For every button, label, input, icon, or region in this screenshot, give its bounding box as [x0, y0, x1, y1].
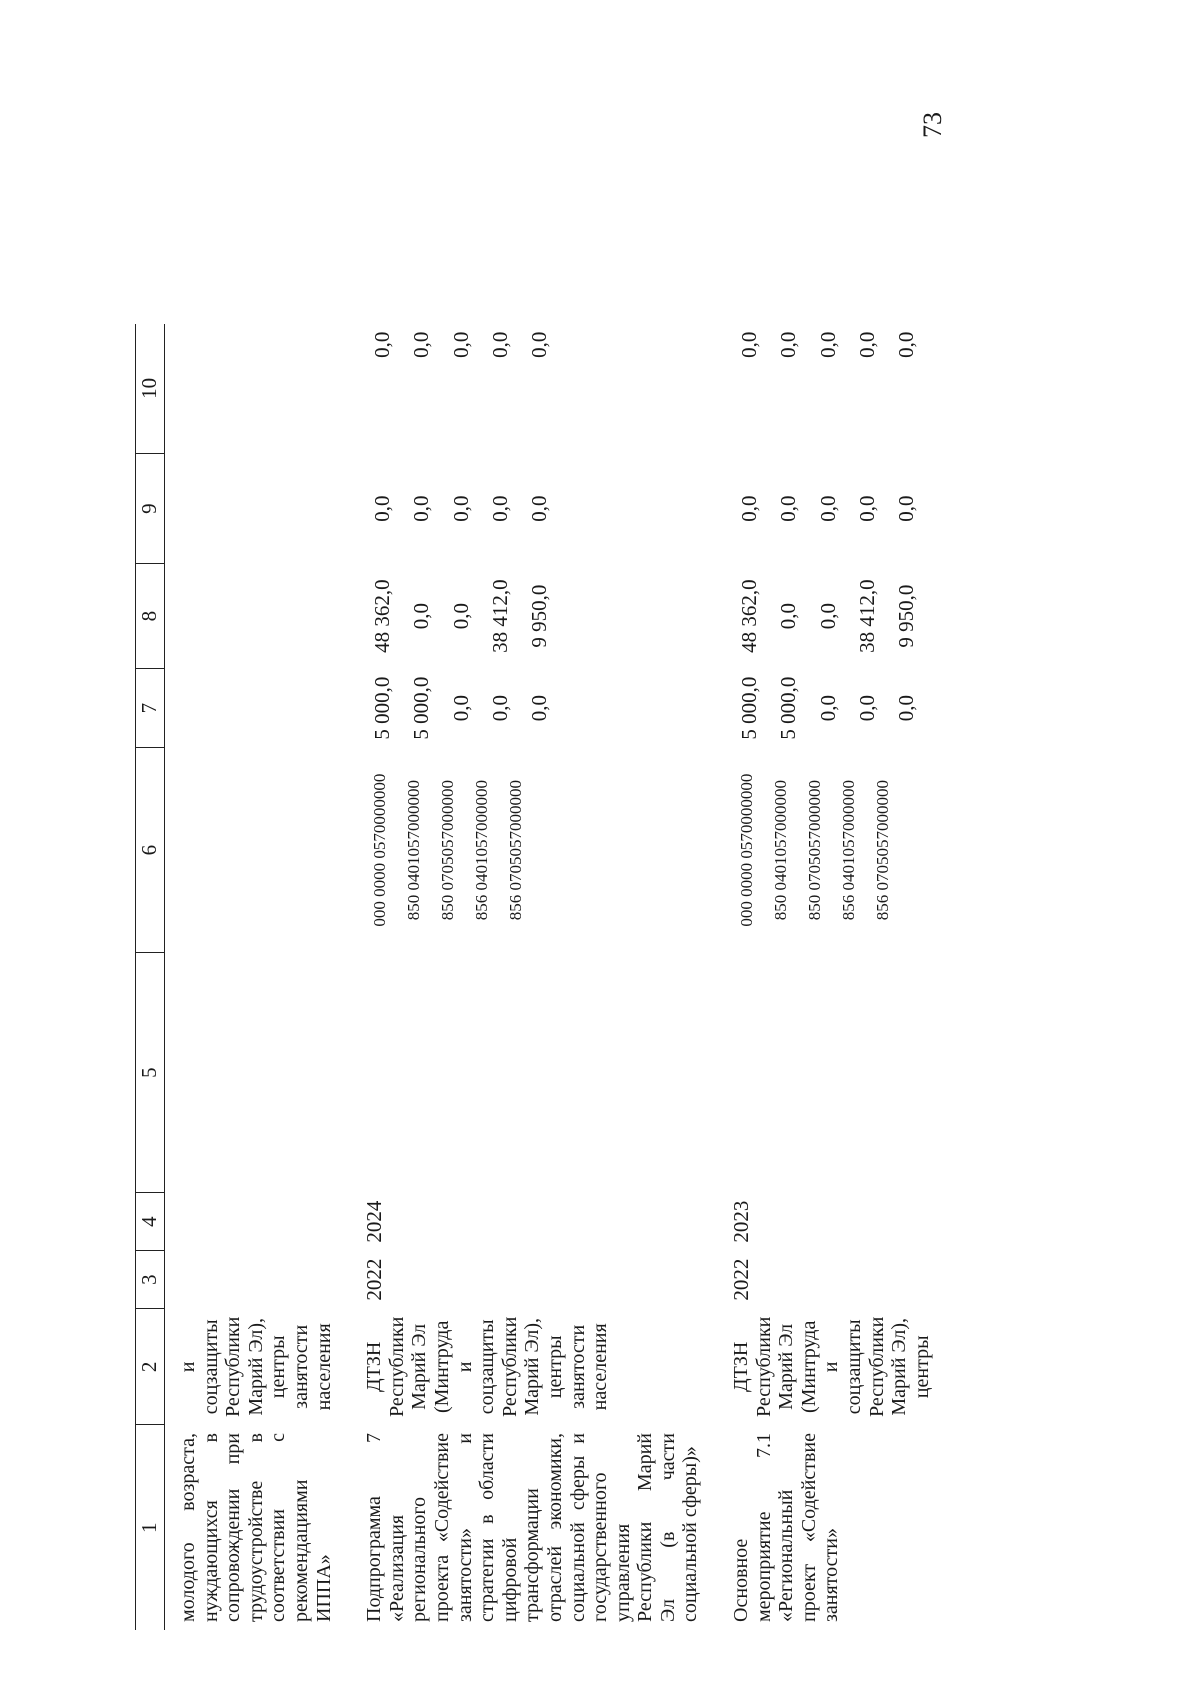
cell-col-7 [718, 669, 949, 748]
cell-line: 5 000,0 [776, 676, 801, 740]
header-row [136, 324, 165, 1630]
cell-col-4: 2023 [729, 1200, 754, 1243]
cell-line: 850 0705057000000 [438, 780, 458, 921]
cell-line: 0,0 [409, 603, 434, 630]
cell-line: 0,0 [815, 495, 840, 522]
cell-line: 38 412,0 [854, 579, 879, 653]
table-body [165, 324, 950, 1630]
cell-line: 5 000,0 [409, 676, 434, 740]
cell-col-7 [351, 669, 718, 748]
cell-col-10 [351, 324, 718, 454]
cell-line: 0,0 [448, 695, 473, 722]
cell-col-2: ДТЗН Республики Марий Эл (Минтруда и соцзащиты Республики Марий Эл), центры занятости населения [363, 1316, 612, 1417]
cell-line: 850 0401057000000 [771, 780, 791, 921]
header-col-4: 4 [136, 1193, 165, 1251]
header-col-7: 7 [136, 669, 165, 748]
cell-line: 0,0 [737, 331, 762, 358]
cell-line: 000 0000 0570000000 [737, 773, 757, 927]
cell-line: 0,0 [894, 695, 919, 722]
cell-col-10 [718, 324, 949, 454]
cell-col-8 [351, 564, 718, 669]
cell-line: 0,0 [776, 495, 801, 522]
rotated-table-sheet [135, 30, 1045, 1630]
cell-line: 0,0 [527, 331, 552, 358]
cell-col-7 [165, 669, 352, 748]
header-col-6: 6 [136, 748, 165, 953]
cell-line: 0,0 [527, 695, 552, 722]
cell-col-6 [165, 748, 352, 953]
cell-col-3 [165, 1251, 352, 1309]
cell-line: 0,0 [370, 331, 395, 358]
cell-line: 000 0000 0570000000 [370, 773, 390, 927]
cell-line: 0,0 [409, 331, 434, 358]
cell-line: 0,0 [854, 695, 879, 722]
cell-line: 0,0 [487, 695, 512, 722]
cell-line: 0,0 [370, 495, 395, 522]
cell-line: 9 950,0 [527, 584, 552, 648]
cell-line: 0,0 [409, 495, 434, 522]
cell-line: 0,0 [815, 603, 840, 630]
cell-line: 0,0 [815, 331, 840, 358]
header-col-5: 5 [136, 953, 165, 1193]
cell-line: 0,0 [448, 603, 473, 630]
cell-col-5 [718, 953, 949, 1193]
cell-line: 5 000,0 [737, 676, 762, 740]
cell-line: 850 0401057000000 [404, 780, 424, 921]
cell-col-4: 2024 [362, 1200, 387, 1243]
cell-col-8 [718, 564, 949, 669]
cell-line: 9 950,0 [894, 584, 919, 648]
cell-col-6 [718, 748, 949, 953]
cell-line: 0,0 [776, 603, 801, 630]
cell-col-10 [165, 324, 352, 454]
table-row [718, 324, 949, 1630]
header-col-3: 3 [136, 1251, 165, 1309]
cell-line: 5 000,0 [370, 676, 395, 740]
header-col-10: 10 [136, 324, 165, 454]
cell-line: 0,0 [894, 495, 919, 522]
header-col-9: 9 [136, 454, 165, 564]
table-row [165, 324, 352, 1630]
cell-line: 856 0705057000000 [873, 780, 893, 921]
cell-line: 850 0705057000000 [805, 780, 825, 921]
cell-col-8 [165, 564, 352, 669]
page-number: 73 [918, 112, 947, 138]
cell-line: 856 0401057000000 [839, 780, 859, 921]
cell-col-3: 2022 [729, 1258, 754, 1301]
cell-col-9 [351, 454, 718, 564]
cell-col-3: 2022 [362, 1258, 387, 1301]
cell-col-2: и соцзащиты Республики Марий Эл), центры занятости населения [177, 1316, 335, 1417]
cell-col-1: Основное мероприятие 7.1 «Региональный проект «Содействие занятости» [730, 1433, 843, 1622]
header-col-2: 2 [136, 1309, 165, 1425]
header-col-8: 8 [136, 564, 165, 669]
table-row [351, 324, 718, 1630]
cell-col-9 [718, 454, 949, 564]
cell-line: 0,0 [894, 331, 919, 358]
cell-col-4 [165, 1193, 352, 1251]
cell-line: 856 0705057000000 [506, 780, 526, 921]
cell-line: 0,0 [776, 331, 801, 358]
cell-line: 48 362,0 [737, 579, 762, 653]
cell-line: 0,0 [854, 331, 879, 358]
header-col-1: 1 [136, 1425, 165, 1630]
cell-line: 0,0 [854, 495, 879, 522]
cell-col-2: ДТЗН Республики Марий Эл (Минтруда и соцзащиты Республики Марий Эл), центры [730, 1316, 933, 1417]
cell-col-1: Подпрограмма 7 «Реализация регионального проекта «Содействие занятости» и стратегии в области цифровой трансформации отраслей экономики, социальной сферы и государственного управления Республики Марий Эл (в части социальной сферы)» [363, 1433, 702, 1622]
cell-line: 0,0 [527, 495, 552, 522]
cell-line: 0,0 [737, 495, 762, 522]
cell-col-9 [165, 454, 352, 564]
cell-line: 0,0 [815, 695, 840, 722]
cell-line: 0,0 [448, 495, 473, 522]
cell-col-5 [351, 953, 718, 1193]
cell-col-1: молодого возраста, нуждающихся в сопровождении при трудоустройстве в соответствии с рекомендациями ИППА» [177, 1433, 335, 1622]
cell-line: 0,0 [487, 495, 512, 522]
budget-table [135, 324, 949, 1630]
cell-line: 0,0 [487, 331, 512, 358]
cell-line: 0,0 [448, 331, 473, 358]
cell-line: 856 0401057000000 [472, 780, 492, 921]
cell-line: 48 362,0 [370, 579, 395, 653]
cell-col-6 [351, 748, 718, 953]
cell-line: 38 412,0 [487, 579, 512, 653]
cell-col-5 [165, 953, 352, 1193]
